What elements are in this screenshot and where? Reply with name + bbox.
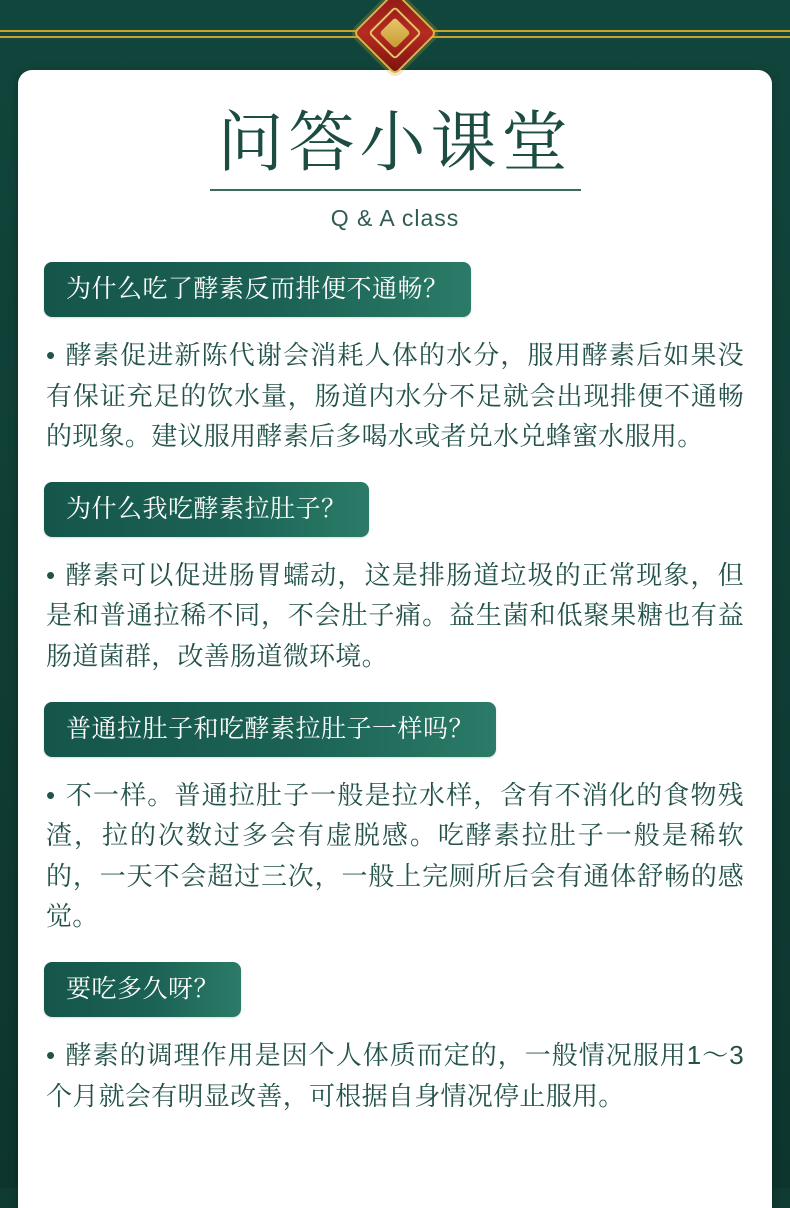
qa-item [44, 962, 746, 1116]
question-bar: 要吃多久呀？ [44, 962, 241, 1017]
answer-text [46, 1035, 744, 1116]
bullet-icon: • [46, 1040, 56, 1071]
answer-body: 酵素促进新陈代谢会消耗人体的水分，服用酵素后如果没有保证充足的饮水量，肠道内水分不足就会出现排便不通畅的现象。建议服用酵素后多喝水或者兑水兑蜂蜜水服用。 [46, 340, 744, 451]
answer-body: 不一样。普通拉肚子一般是拉水样，含有不消化的食物残渣，拉的次数过多会有虚脱感。吃酵素拉肚子一般是稀软的，一天不会超过三次，一般上完厕所后会有通体舒畅的感觉。 [46, 780, 744, 931]
answer-text [46, 555, 744, 676]
answer-text [46, 775, 744, 936]
bullet-icon: • [46, 560, 56, 591]
qa-item [44, 702, 746, 936]
page-subtitle: Q & A class [330, 205, 460, 232]
diamond-ornament-icon [353, 0, 438, 75]
question-bar: 普通拉肚子和吃酵素拉肚子一样吗？ [44, 702, 496, 757]
question-bar: 为什么我吃酵素拉肚子？ [44, 482, 369, 537]
page-title: 问答小课堂 [210, 108, 581, 191]
answer-text [46, 335, 744, 456]
bullet-icon: • [46, 340, 56, 371]
answer-body: 酵素的调理作用是因个人体质而定的，一般情况服用1～3个月就会有明显改善，可根据自身情况停止服用。 [46, 1040, 744, 1111]
answer-body: 酵素可以促进肠胃蠕动，这是排肠道垃圾的正常现象，但是和普通拉稀不同，不会肚子痛。益生菌和低聚果糖也有益肠道菌群，改善肠道微环境。 [46, 560, 744, 671]
title-block [44, 70, 746, 232]
qa-list [44, 262, 746, 1116]
question-bar: 为什么吃了酵素反而排便不通畅？ [44, 262, 471, 317]
qa-item [44, 262, 746, 456]
bullet-icon: • [46, 780, 56, 811]
content-card [18, 70, 772, 1208]
qa-item [44, 482, 746, 676]
